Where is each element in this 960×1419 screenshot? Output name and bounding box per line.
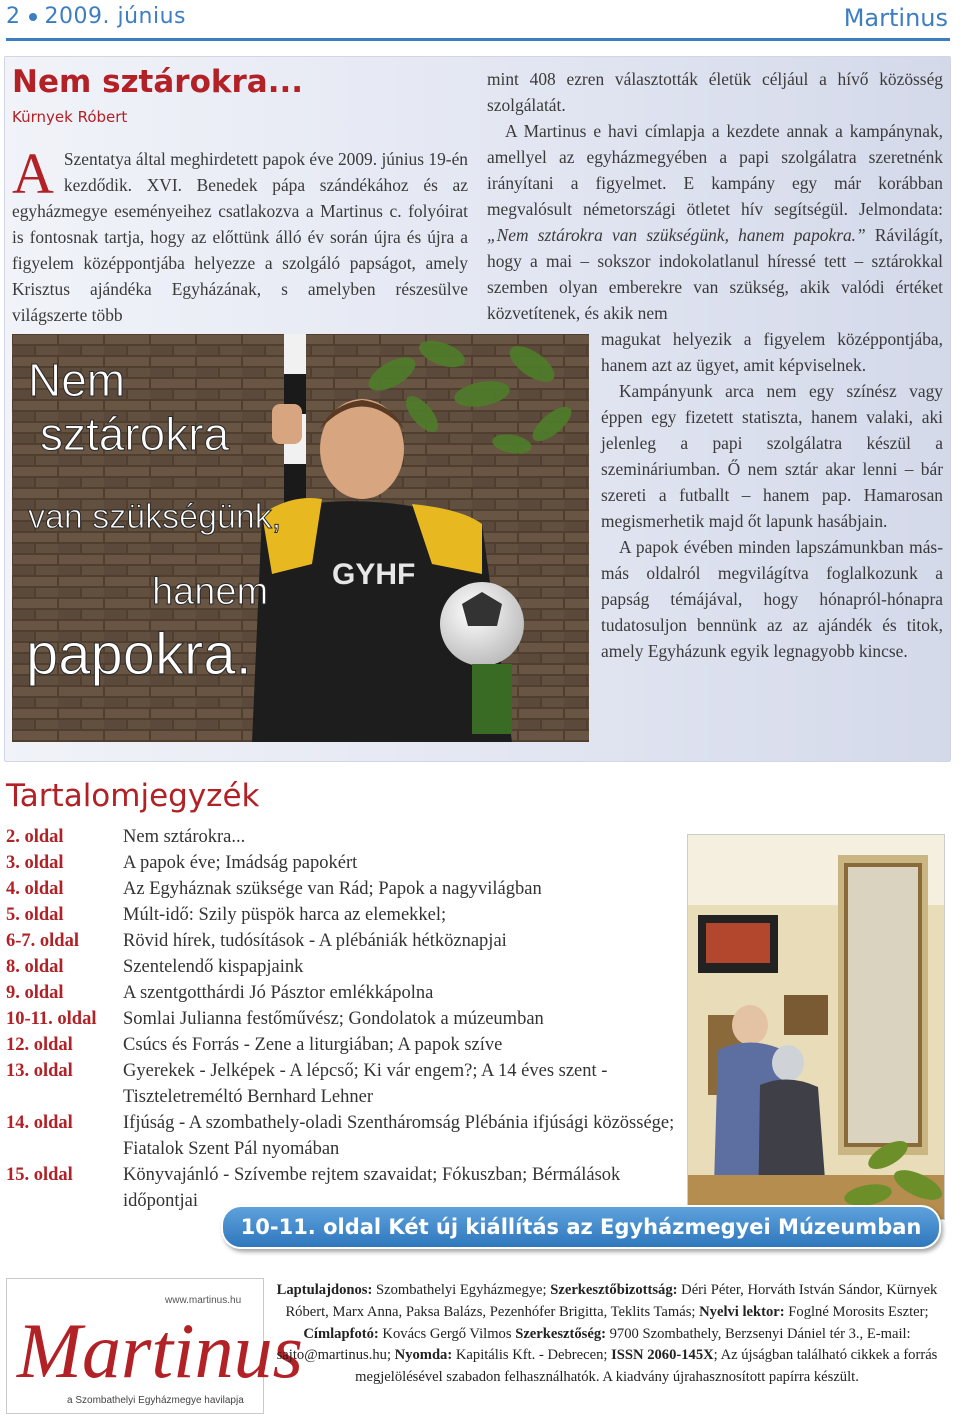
- imprint-label: Szerkesztőség:: [515, 1325, 606, 1342]
- issue-date: 2009. június: [44, 4, 186, 29]
- slogan-line-1: Nem: [28, 354, 126, 406]
- drop-cap: A: [12, 141, 54, 206]
- toc-page-number: 13. oldal: [6, 1061, 73, 1081]
- imprint-label: ISSN 2060-145X: [611, 1347, 714, 1364]
- toc-item-text: Nem sztárokra...: [123, 827, 246, 847]
- toc-list: [6, 824, 676, 1214]
- toc-item[interactable]: [6, 850, 676, 876]
- toc-page-number: 15. oldal: [6, 1165, 73, 1185]
- toc-item[interactable]: [6, 980, 676, 1006]
- toc-item[interactable]: [6, 1110, 676, 1162]
- imprint: [270, 1280, 944, 1389]
- imprint-value: Kapitális Kft. - Debrecen;: [452, 1347, 612, 1364]
- header-brand: Martinus: [843, 4, 948, 32]
- imprint-value: Szombathelyi Egyházmegye;: [372, 1282, 551, 1298]
- museum-photo: [687, 834, 945, 1220]
- banner-text: 10-11. oldal Két új kiállítás az Egyházmegyei Múzeumban: [240, 1215, 922, 1239]
- article-text: A Martinus e havi címlapja a kezdete annak a kampánynak, amellyel az egyházmegyében a papi szolgálatra szeretnénk irányítani a figyelmet. E kampány egy már korábban megvalósult németországi ötletet hív segítségül. Jelmondata:: [487, 121, 943, 219]
- slogan-line-3: van szükségünk,: [28, 498, 282, 536]
- slogan-line-5: papokra.: [26, 622, 252, 687]
- museum-photo-illustration: [688, 835, 944, 1219]
- toc-item-text: Somlai Julianna festőművész; Gondolatok a múzeumban: [123, 1009, 544, 1029]
- article-paragraph: Szentatya által meghirdetett papok éve 2009. június 19-én kezdődik. XVI. Benedek pápa szándékához és az egyházmegye eseményeihez csatlakozva a Martinus c. folyóirat is fontosnak tartja, hogy az előttünk álló év során újra és újra a figyelem középpontjába helyezze a szolgáló papságot, amely Krisztus ajándéka Egyházának, s amelyben részesülve világszerte több: [12, 149, 468, 325]
- cover-photo-illustration: [12, 334, 589, 742]
- logo-name: Martinus: [17, 1307, 304, 1394]
- article-paragraph: mint 408 ezren választották életük céljául a hívő közösség szolgálatát.: [487, 69, 943, 115]
- toc-page-number: 10-11. oldal: [6, 1009, 97, 1029]
- martinus-logo: [6, 1278, 304, 1414]
- toc-page-number: 14. oldal: [6, 1113, 73, 1133]
- toc-item[interactable]: [6, 902, 676, 928]
- imprint-label: Nyelvi lektor:: [699, 1303, 785, 1320]
- toc-item-text: Ifjúság - A szombathely-oladi Szentháromság Plébánia ifjúsági közössége; Fiatalok Szent Pál nyomában: [123, 1113, 675, 1159]
- toc-item[interactable]: [6, 954, 676, 980]
- toc-item-text: Rövid hírek, tudósítások - A plébániák hétköznapjai: [123, 931, 507, 951]
- toc-page-number: 5. oldal: [6, 905, 64, 925]
- slogan-line-4: hanem: [152, 571, 269, 613]
- toc-item-text: Az Egyháznak szüksége van Rád; Papok a nagyvilágban: [123, 879, 542, 899]
- toc-page-number: 3. oldal: [6, 853, 64, 873]
- toc-page-number: 9. oldal: [6, 983, 64, 1003]
- article-paragraph: Kampányunk arca nem egy színész vagy éppen egy fizetett statiszta, hanem valaki, aki jelenleg a papi szolgálatra készül a szemináriumban. Ő nem sztár akar lenni – bár szereti a futballt – hanem pap. Hamarosan megismerhetik majd őt lapunk hasábjain.: [601, 381, 943, 531]
- toc-page-number: 4. oldal: [6, 879, 64, 899]
- imprint-value: Kovács Gergő Vilmos: [378, 1325, 512, 1342]
- article-paragraph: A papok évében minden lapszámunkban más-más oldalról megvilágítva foglalkozunk a papság témájával, hogy hónapról-hónapra tudatosuljon bennünk az az ajándék és titok, amely Egyházunk egyik legnagyobb kincse.: [601, 537, 943, 661]
- logo-subtitle: a Szombathelyi Egyházmegye havilapja: [67, 1395, 244, 1406]
- article-paragraph: [487, 118, 943, 326]
- toc-item-text: Csúcs és Forrás - Zene a liturgiában; A papok szíve: [123, 1035, 503, 1055]
- toc-page-number: 12. oldal: [6, 1035, 73, 1055]
- toc-page-number: 8. oldal: [6, 957, 64, 977]
- article-column-3: [601, 326, 943, 664]
- article-paragraph: magukat helyezik a figyelem középpontjába, hanem azt az ügyet, amit képviselnek.: [601, 329, 943, 375]
- toc-item-text: A szentgotthárdi Jó Pásztor emlékkápolna: [123, 983, 434, 1003]
- toc-title: Tartalomjegyzék: [6, 778, 260, 814]
- bullet-dot: [29, 13, 37, 21]
- toc-item[interactable]: [6, 876, 676, 902]
- imprint-value: Foglné Morosits Eszter;: [784, 1303, 929, 1320]
- article-author: Kürnyek Róbert: [12, 108, 128, 126]
- imprint-value: 9700 Szombathely, Berzsenyi Dániel tér 3., E-mail: sajto@martinus.hu;: [276, 1325, 911, 1364]
- cover-photo: [12, 334, 589, 742]
- campaign-quote: „Nem sztárokra van szükségünk, hanem papokra.”: [487, 225, 866, 245]
- shirt-lettering: GYHF: [332, 558, 416, 591]
- imprint-label: Nyomda:: [394, 1347, 453, 1364]
- article-column-1: [12, 141, 468, 328]
- toc-item[interactable]: [6, 1006, 676, 1032]
- toc-page-number: 6-7. oldal: [6, 931, 79, 951]
- imprint-label: Szerkesztőbizottság:: [550, 1282, 678, 1298]
- imprint-label: Laptulajdonos:: [276, 1282, 373, 1298]
- toc-item-text: Könyvajánló - Szívembe rejtem szavaidat; Fókuszban; Bérmálások időpontjai: [123, 1165, 621, 1211]
- toc-item-text: Szentelendő kispapjaink: [123, 957, 304, 977]
- logo-graphic: [7, 1279, 304, 1413]
- toc-item-text: Múlt-idő: Szily püspök harca az elemekkel;: [123, 905, 447, 925]
- page-header-left: [6, 4, 186, 29]
- header-divider: [6, 38, 950, 41]
- toc-item-text: A papok éve; Imádság papokért: [123, 853, 358, 873]
- toc-item[interactable]: [6, 928, 676, 954]
- toc-page-number: 2. oldal: [6, 827, 64, 847]
- toc-item[interactable]: [6, 1032, 676, 1058]
- toc-item[interactable]: [6, 1058, 676, 1110]
- feature-banner[interactable]: [221, 1205, 941, 1249]
- imprint-value: ; Az újságban található cikkek a forrás megjelölésével szabadon felhasználhatók. A kiadvány újrahasznosított papírra készült.: [355, 1347, 938, 1386]
- article-column-2: [487, 66, 943, 326]
- slogan-line-2: sztárokra: [40, 408, 230, 460]
- article-title: Nem sztárokra...: [12, 64, 304, 100]
- imprint-label: Címlapfotó:: [303, 1325, 379, 1342]
- logo-url: www.martinus.hu: [165, 1295, 242, 1306]
- imprint-value: Déri Péter, Horváth István Sándor, Kürnyek Róbert, Marx Anna, Paksa Balázs, Pezenhófer Brigitta, Teklits Tamás;: [285, 1282, 938, 1320]
- article-text: Rávilágít, hogy a mai – sokszor indokolatlanul híressé tett – sztárokkal szemben olyan emberekre van szükség, akik valódi értéket közvetítenek, és akik nem: [487, 225, 943, 323]
- page-number: 2: [6, 4, 21, 29]
- toc-item[interactable]: [6, 824, 676, 850]
- toc-item-text: Gyerekek - Jelképek - A lépcső; Ki vár engem?; A 14 éves szent - Tiszteletreméltó Bernhard Lehner: [123, 1061, 608, 1107]
